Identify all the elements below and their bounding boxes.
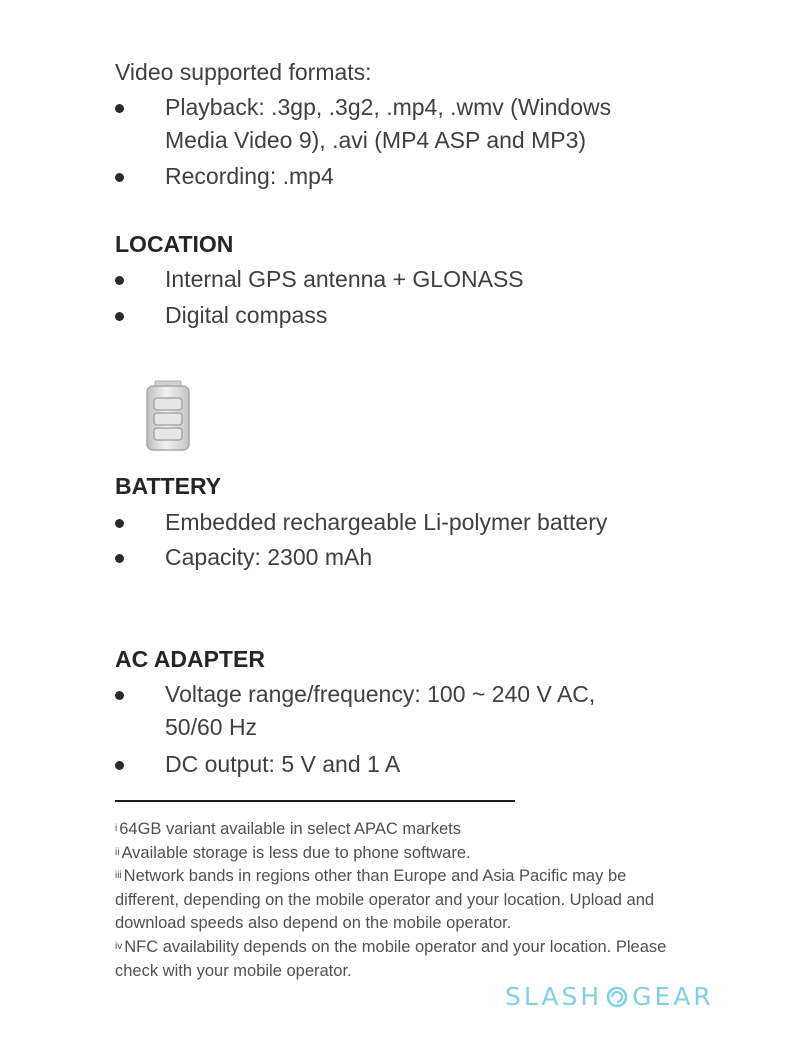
footnote-marker: ii — [115, 847, 120, 858]
watermark-left: SLASH — [505, 982, 603, 1011]
slashgear-watermark — [505, 982, 714, 1011]
footnote-text: Network bands in regions other than Europe and Asia Pacific may be different, depending on the mobile operator and your location. Upload and download speeds also depend on the mobile operator. — [115, 867, 655, 932]
footnote-text: Available storage is less due to phone software. — [121, 844, 471, 862]
list-item-text: Playback: .3gp, .3g2, .mp4, .wmv (Windows Media Video 9), .avi (MP4 ASP and MP3) — [165, 94, 612, 153]
video-formats-intro: Video supported formats: — [115, 59, 372, 85]
footnote-marker: iii — [115, 870, 122, 881]
footnote-marker: iv — [115, 941, 123, 952]
footnote-marker: i — [115, 823, 118, 834]
list-item-text: Internal GPS antenna + GLONASS — [165, 266, 524, 292]
list-item-text: Capacity: 2300 mAh — [165, 544, 373, 570]
watermark-right: GEAR — [632, 982, 714, 1011]
location-heading: LOCATION — [115, 231, 234, 257]
ac-adapter-heading: AC ADAPTER — [115, 646, 265, 672]
list-item — [115, 263, 675, 296]
footnote — [115, 842, 695, 866]
footnote — [115, 818, 695, 842]
list-item-text: Embedded rechargeable Li-polymer battery — [165, 509, 608, 535]
battery-icon — [144, 380, 192, 452]
bullet-icon — [115, 554, 124, 563]
list-item — [115, 91, 675, 157]
list-item-text: DC output: 5 V and 1 A — [165, 751, 401, 777]
list-item-text: Digital compass — [165, 302, 328, 328]
list-item — [115, 748, 675, 781]
bullet-icon — [115, 104, 124, 113]
bullet-icon — [115, 519, 124, 528]
bullet-icon — [115, 691, 124, 700]
footnote — [115, 936, 675, 983]
battery-heading: BATTERY — [115, 473, 222, 499]
bullet-icon — [115, 276, 124, 285]
list-item-text: Recording: .mp4 — [165, 163, 334, 189]
list-item — [115, 160, 675, 193]
bullet-icon — [115, 173, 124, 182]
bullet-icon — [115, 761, 124, 770]
list-item — [115, 506, 675, 539]
list-item — [115, 678, 675, 744]
footnote-separator — [115, 800, 515, 802]
list-item — [115, 299, 675, 332]
footnote-text: NFC availability depends on the mobile operator and your location. Please check with your mobile operator. — [115, 938, 667, 980]
footnote-text: 64GB variant available in select APAC markets — [119, 820, 462, 838]
bullet-icon — [115, 312, 124, 321]
list-item — [115, 541, 675, 574]
footnote — [115, 865, 690, 936]
swirl-icon — [604, 985, 630, 1007]
list-item-text: Voltage range/frequency: 100 ~ 240 V AC, 50/60 Hz — [165, 681, 596, 740]
